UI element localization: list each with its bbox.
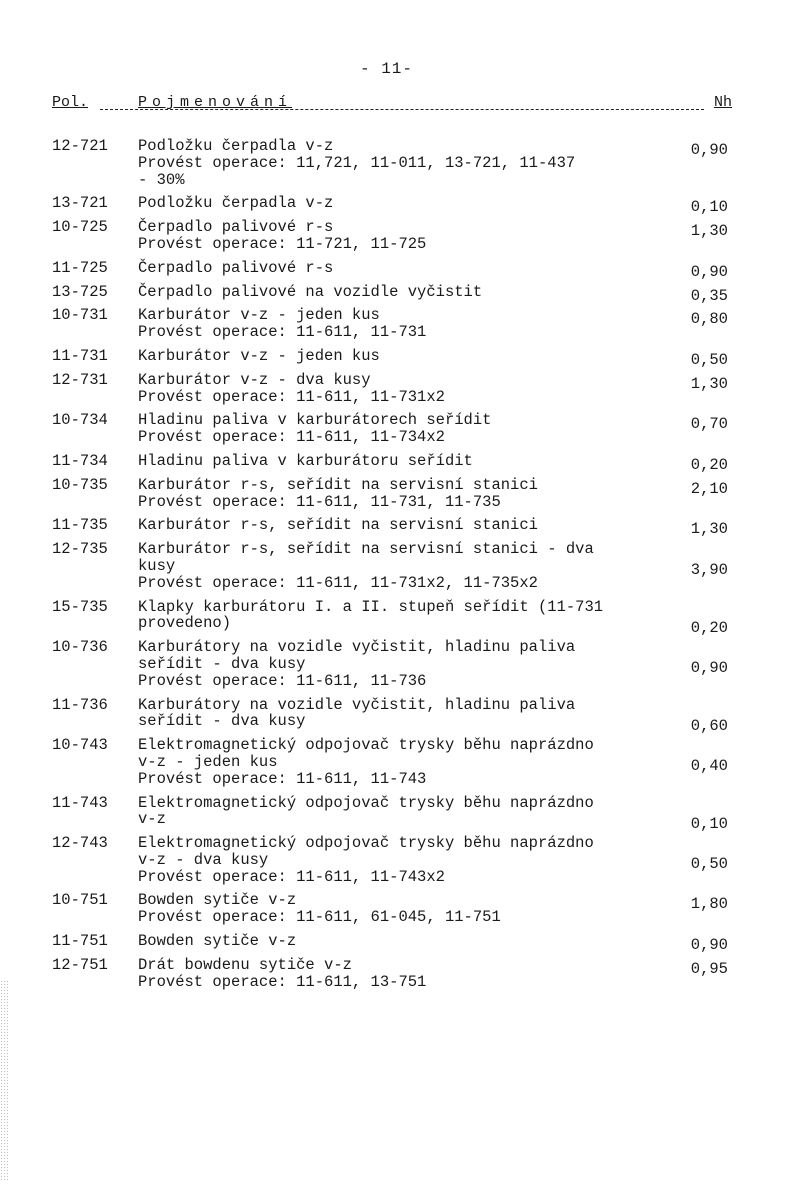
description-line: - 30% [138,170,185,189]
description-line: Provést operace: 11-611, 11-734x2 [138,428,445,447]
description-line: Elektromagnetický odpojovač trysky běhu naprázdno [138,736,594,755]
description-line: Hladinu paliva v karburátoru seřídit [138,451,473,470]
description-line: Provést operace: 11-721, 11-725 [138,234,427,253]
row-nh-value: 0,10 [690,814,728,833]
description-line: Provést operace: 11-611, 13-751 [138,972,427,991]
row-code: 11-735 [52,516,108,535]
description-line: Bowden sytiče v-z [138,932,297,951]
description-line: v-z [138,810,166,829]
row-description [138,697,678,731]
description-line: Provést operace: 11-611, 61-045, 11-751 [138,908,501,927]
description-line: Bowden sytiče v-z [138,891,297,910]
row-code: 12-743 [52,834,108,853]
table-header [52,94,732,116]
table-row [52,451,740,474]
row-description [138,453,678,470]
description-line: Provést operace: 11-611, 11-743x2 [138,867,445,886]
row-description [138,599,678,633]
row-nh-value: 0,40 [690,757,728,776]
description-line: Provést operace: 11-611, 11-743 [138,769,427,788]
table-row [52,932,740,955]
row-nh-value: 0,90 [690,262,728,281]
row-nh-value: 0,90 [690,936,728,955]
description-line: Karburátor r-s, seřídit na servisní stanici - dva [138,540,594,559]
description-line: Drát bowdenu sytiče v-z [138,955,352,974]
row-nh-value: 0,60 [690,716,728,735]
table-row [52,639,740,689]
row-description [138,412,678,446]
row-description [138,284,678,301]
table-row [52,892,740,926]
row-description [138,541,678,591]
description-line: Karburátor r-s, seřídit na servisní stanici [138,516,538,535]
row-description [138,835,678,885]
header-name: Pojmenování [138,94,293,111]
table-row [52,219,740,253]
description-line: Provést operace: 11,721, 11-011, 13-721, 11-437 [138,153,576,172]
row-nh-value: 0,20 [690,618,728,637]
row-nh-value: 0,95 [690,959,728,978]
table-row [52,138,740,188]
row-code: 10-735 [52,475,108,494]
row-nh-value: 0,70 [690,415,728,434]
row-description [138,957,678,991]
row-code: 11-743 [52,793,108,812]
description-line: Čerpadlo palivové r-s [138,258,334,277]
description-line: Čerpadlo palivové na vozidle vyčistit [138,282,483,301]
scan-edge-artifact [0,980,8,1180]
row-description [138,737,678,787]
description-line: Karburátory na vozidle vyčistit, hladinu paliva [138,638,576,657]
row-nh-value: 1,30 [690,374,728,393]
row-code: 11-736 [52,695,108,714]
table-row [52,477,740,511]
header-nh: Nh [713,94,732,111]
header-pol: Pol. [52,94,89,111]
row-code: 10-725 [52,218,108,237]
row-description [138,639,678,689]
row-code: 10-743 [52,736,108,755]
row-code: 10-751 [52,891,108,910]
row-description [138,892,678,926]
row-code: 11-725 [52,258,108,277]
description-line: Provést operace: 11-611, 11-736 [138,671,427,690]
row-code: 10-736 [52,638,108,657]
description-line: seřídit - dva kusy [138,712,306,731]
page-number: - 11- [360,60,414,78]
description-line: Karburátor v-z - jeden kus [138,346,380,365]
row-code: 10-731 [52,306,108,325]
table-row [52,737,740,787]
row-code: 13-725 [52,282,108,301]
description-line: provedeno) [138,614,232,633]
description-line: Hladinu paliva v karburátorech seřídit [138,411,492,430]
table-row [52,516,740,539]
operations-list [52,138,740,997]
description-line: Čerpadlo palivové r-s [138,218,334,237]
row-nh-value: 0,20 [690,455,728,474]
row-description [138,372,678,406]
row-code: 15-735 [52,597,108,616]
row-nh-value: 0,35 [690,286,728,305]
row-code: 10-734 [52,411,108,430]
table-row [52,282,740,305]
description-line: Karburátor v-z - dva kusy [138,370,371,389]
description-line: Karburátor v-z - jeden kus [138,306,380,325]
row-code: 11-734 [52,451,108,470]
description-line: Klapky karburátoru I. a II. stupeň seřídit (11-731 [138,597,604,616]
description-line: Karburátor r-s, seřídit na servisní stanici [138,475,538,494]
row-nh-value: 0,80 [690,310,728,329]
row-nh-value: 0,10 [690,198,728,217]
description-line: v-z - dva kusy [138,850,269,869]
row-nh-value: 0,50 [690,855,728,874]
row-description [138,307,678,341]
table-row [52,541,740,591]
row-nh-value: 0,90 [690,659,728,678]
row-description [138,477,678,511]
description-line: Provést operace: 11-611, 11-731 [138,323,427,342]
row-nh-value: 1,30 [690,222,728,241]
row-code: 12-731 [52,370,108,389]
row-description [138,260,678,277]
row-description [138,517,678,534]
header-dashed-rule [100,109,704,110]
row-description [138,348,678,365]
description-line: Elektromagnetický odpojovač trysky běhu naprázdno [138,793,594,812]
description-line: Elektromagnetický odpojovač trysky běhu naprázdno [138,834,594,853]
description-line: Podložku čerpadla v-z [138,137,334,155]
row-code: 11-751 [52,932,108,951]
table-row [52,307,740,341]
row-nh-value: 0,90 [690,141,728,159]
row-code: 13-721 [52,194,108,213]
table-row [52,258,740,281]
row-code: 12-721 [52,137,108,155]
table-row [52,346,740,369]
row-code: 12-735 [52,540,108,559]
row-nh-value: 1,30 [690,520,728,539]
description-line: seřídit - dva kusy [138,654,306,673]
row-nh-value: 1,80 [690,895,728,914]
row-nh-value: 0,50 [690,350,728,369]
description-line: Provést operace: 11-611, 11-731, 11-735 [138,492,501,511]
row-description [138,195,678,212]
row-nh-value: 3,90 [690,561,728,580]
row-description [138,219,678,253]
row-description [138,933,678,950]
row-description [138,138,678,188]
table-row [52,793,740,833]
table-row [52,372,740,406]
row-description [138,795,678,829]
description-line: Provést operace: 11-611, 11-731x2 [138,387,445,406]
description-line: Podložku čerpadla v-z [138,194,334,213]
description-line: v-z - jeden kus [138,752,278,771]
description-line: kusy [138,556,176,575]
table-row [52,194,740,217]
description-line: Provést operace: 11-611, 11-731x2, 11-735x2 [138,573,538,592]
row-code: 12-751 [52,955,108,974]
table-row [52,835,740,885]
table-row [52,695,740,735]
description-line: Karburátory na vozidle vyčistit, hladinu paliva [138,695,576,714]
table-row [52,412,740,446]
table-row [52,597,740,637]
row-code: 11-731 [52,346,108,365]
row-nh-value: 2,10 [690,479,728,498]
table-row [52,957,740,991]
